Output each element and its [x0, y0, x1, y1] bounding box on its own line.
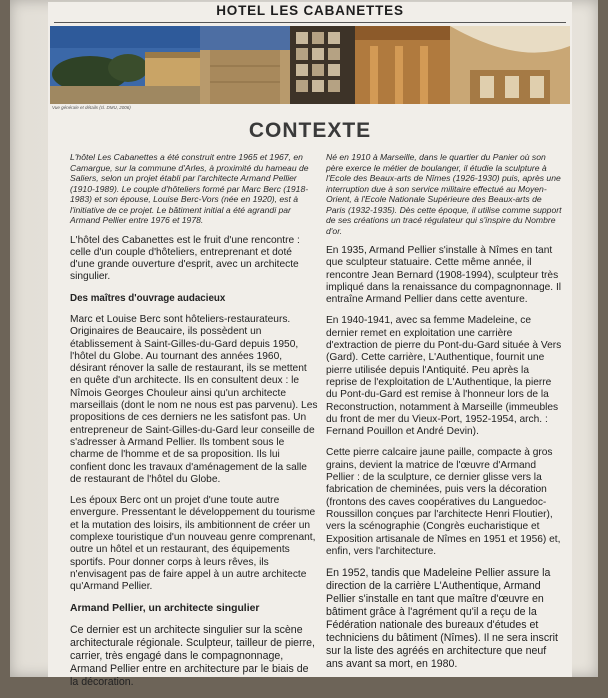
right-column	[326, 152, 562, 680]
left-paragraph-1: L'hôtel des Cabanettes est le fruit d'une rencontre : celle d'un couple d'hôteliers, entreprenant et doté d'une grande ouverture d'esprit, avec un architecte singulier.	[70, 234, 300, 283]
left-column	[70, 152, 318, 698]
right-intro-paragraph: Né en 1910 à Marseille, dans le quartier du Panier où son père exerce le métier de boulanger, il étudie la sculpture à l'Ecole des Beaux-arts de Nîmes (1926-1930) puis, après une interruption due à son service militaire effectué au Moyen-Orient, à l'Ecole Nationale Supérieure des Beaux-arts de Paris (1932-1935). Dès cette époque, il utilise comme support de ses créations un tracé régulateur qui s'inspire du Nombre d'or.	[326, 152, 562, 236]
left-paragraph-4: Ce dernier est un architecte singulier sur la scène architecturale régionale. Sculpteur, tailleur de pierre, carrier, très engagé dans le compagnonnage, Armand Pellier entre en architecture par le biais de la décoration.	[70, 623, 315, 688]
info-panel	[48, 2, 572, 688]
right-paragraph-4: En 1952, tandis que Madeleine Pellier assure la direction de la carrière L'Authentique, Armand Pellier s'installe en tant que maître d'œuvre en bâtiment grâce à l'agrément qu'il a reçu de la Fédération nationale des bureaux d'études et techniciens du bâtiment (Nîmes). Il ne sera inscrit sur la liste des agréés en architecture que neuf ans avant sa mort, en 1980.	[326, 567, 558, 671]
subheading-armand-pellier: Armand Pellier, un architecte singulier	[70, 602, 260, 614]
display-board	[10, 0, 598, 688]
right-paragraph-3: Cette pierre calcaire jaune paille, compacte à gros grains, devient la matrice de l'œuvre d'Armand Pellier : de la sculpture, ce dernier glisse vers la fabrication de cheminées, puis vers la décoration (frontons des caves coopératives du Languedoc-Roussillon conçues par l'architecte Henri Floutier), vers la scénographie (Congrès eucharistique et Exposition artisanale de Nîmes en 1951 et 1956) et, enfin, vers l'architecture.	[326, 447, 561, 557]
section-title: CONTEXTE	[248, 119, 372, 142]
hotel-photo	[50, 26, 570, 104]
left-paragraph-3: Les époux Berc ont un projet d'une toute autre envergure. Pressentant le développement du tourisme et la mutation des loisirs, ils ambitionnent de créer un complexe touristique d'un nouveau genre comprenant, outre un hôtel et un restaurant, des équipements sportifs. Pour donner corps à leurs rêves, ils n'envisagent pas de faire appel à un autre architecte qu'Armand Pellier.	[70, 495, 316, 593]
header-divider	[54, 22, 566, 23]
hotel-photo-banner	[50, 26, 570, 104]
panel-header-title: HOTEL LES CABANETTES	[216, 3, 404, 18]
photo-caption: Vue générale et détails (cl. DMU, 2006)	[52, 105, 131, 110]
right-paragraph-2: En 1940-1941, avec sa femme Madeleine, ce dernier remet en exploitation une carrière d'extraction de pierre du Pont-du-Gard située à Vers (Gard). Cette carrière, L'Authentique, fournit une pierre utilisée depuis l'Antiquité. Peu après la reprise de l'exploitation de L'Authentique, la pierre du Pont-du-Gard est remise à l'honneur lors de la Reconstruction, notamment à Marseille (immeubles du front de mer du Vieux-Port, 1952-1954, arch. : Fernand Pouillon et André Devin).	[326, 315, 562, 438]
right-paragraph-1: En 1935, Armand Pellier s'installe à Nîmes en tant que sculpteur statuaire. Cette même année, il rencontre Jean Bernard (1908-1994), sculpteur très impliqué dans la renaissance du compagnonnage. Il entraîne Armand Pellier dans cette aventure.	[326, 245, 562, 306]
left-paragraph-2: Marc et Louise Berc sont hôteliers-restaurateurs. Originaires de Beaucaire, ils possèdent un établissement à Saint-Gilles-du-Gard depuis 1950, l'hôtel du Globe. Au tournant des années 1960, désirant rénover la salle de restaurant, ils se mettent en quête d'un architecte. Ils en consultent deux : le Nîmois Georges Chouleur ainsi qu'un architecte marseillais (dont le nom ne nous est pas parvenu). Les propositions de ces derniers ne les satisfont pas. Un entrepreneur de Saint-Gilles-du-Gard leur conseille de s'adresser à Armand Pellier. Ils tombent sous le charme de l'homme et de sa proposition. Ils lui confient donc les travaux d'aménagement de la salle de restaurant de l'hôtel du Globe.	[70, 313, 318, 485]
subheading-maitres-ouvrage: Des maîtres d'ouvrage audacieux	[70, 292, 226, 304]
left-intro-paragraph: L'hôtel Les Cabanettes a été construit entre 1965 et 1967, en Camargue, sur la commune d'Arles, à proximité du hameau de Saliers, selon un projet établi par l'architecte Armand Pellier (1910-1989). Le couple d'hôteliers formé par Marc Berc (1918-1983) et son épouse, Louise Berc-Vors (née en 1920), est à l'initiative de ce projet. Le bâtiment initial a été agrandi par Armand Pellier entre 1976 et 1978.	[70, 152, 309, 225]
